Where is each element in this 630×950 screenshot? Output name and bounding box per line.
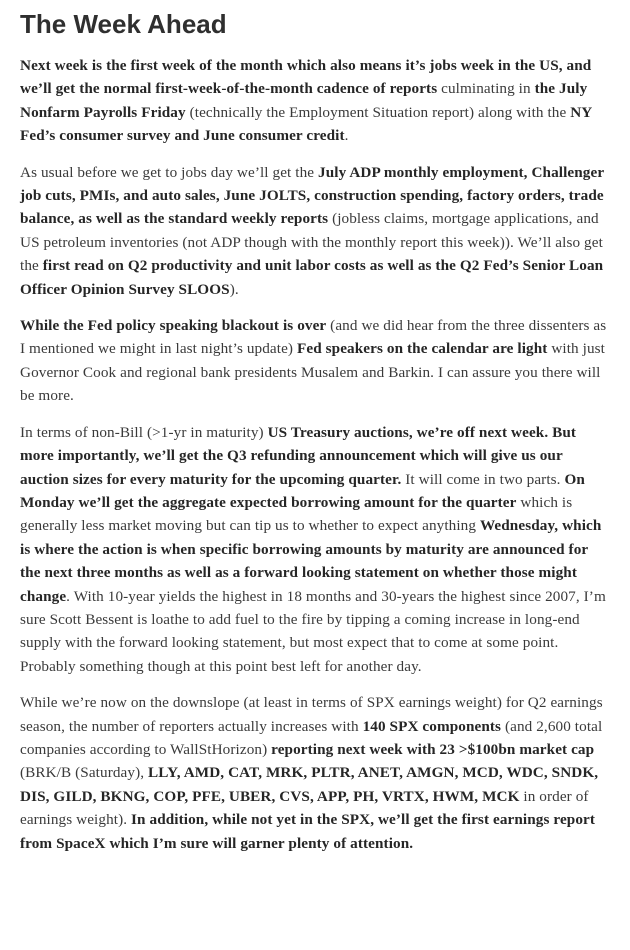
bold-text: first read on Q2 productivity and unit labor costs as well as the Q2 Fed’s Senior Loan Officer Opinion Survey SLOOS	[20, 257, 604, 298]
text: culminating in	[437, 80, 535, 98]
bold-text: 140 SPX components	[362, 717, 502, 735]
text: (BRK/B (Saturday),	[20, 764, 149, 782]
text: It will come in two parts.	[401, 470, 565, 488]
paragraph-3	[20, 314, 610, 408]
paragraph-2	[20, 161, 610, 301]
bold-text: US Treasury auctions, we’re off next week. But more importantly, we’ll get the Q3 refunding announcement which will give us our auction sizes for every maturity for the upcoming quarter.	[20, 423, 577, 488]
paragraph-5	[20, 691, 610, 855]
text: (technically the Employment Situation report) along with the	[185, 103, 571, 121]
bold-text: the July Nonfarm Payrolls Friday	[20, 80, 588, 121]
text: with just Governor Cook and regional bank presidents Musalem and Barkin. I can assure you there will be more.	[20, 340, 605, 405]
bold-text: Next week is the first week of the month which also means it’s jobs week in the US, and we’ll get the normal first-week-of-the-month cadence of reports	[20, 57, 592, 98]
paragraph-4	[20, 421, 610, 678]
bold-text: July ADP monthly employment, Challenger job cuts, PMIs, and auto sales, June JOLTS, construction spending, factory orders, trade balance, as well as the standard weekly reports	[20, 163, 604, 228]
text: .	[344, 127, 349, 145]
article	[20, 6, 610, 868]
bold-text: Fed speakers on the calendar are light	[296, 340, 548, 358]
text: in order of earnings weight).	[20, 787, 589, 829]
bold-text: In addition, while not yet in the SPX, we’ll get the first earnings report from SpaceX which I’m sure will garner plenty of attention.	[20, 811, 596, 852]
text: (jobless claims, mortgage applications, and US petroleum inventories (not ADP though with the monthly report this week)). We’ll also get the	[20, 210, 603, 275]
bold-text: NY Fed’s consumer survey and June consumer credit	[20, 103, 592, 145]
bold-text: LLY, AMD, CAT, MRK, PLTR, ANET, AMGN, MCD, WDC, SNDK, DIS, GILD, BKNG, COP, PFE, UBER, CVS, APP, PH, VRTX, HWM, MCK	[20, 764, 599, 805]
bold-text: reporting next week with 23 >$100bn market cap	[271, 740, 595, 758]
text: ).	[229, 280, 239, 298]
text: In terms of non-Bill (>1-yr in maturity)	[20, 423, 268, 441]
bold-text: Wednesday, which is where the action is when specific borrowing amounts by maturity are announced for the next three months as well as a forward looking statement on whether those might change	[20, 517, 602, 605]
text: As usual before we get to jobs day we’ll get the	[20, 163, 319, 181]
text: which is generally less market moving but can tip us to whether to expect anything	[20, 493, 573, 535]
bold-text: While the Fed policy speaking blackout is over	[20, 317, 327, 335]
article-body	[20, 54, 610, 855]
text: . With 10-year yields the highest in 18 months and 30-years the highest since 2007, I’m sure Scott Bessent is loathe to add fuel to the fire by tipping a coming increase in long-end supply with the forward looking statement, but most expect that to come at some point. Probably something though at this point best left for another day.	[20, 587, 606, 675]
paragraph-1	[20, 54, 610, 148]
text: (and 2,600 total companies according to WallStHorizon)	[20, 717, 603, 758]
text: (and we did hear from the three dissenters as I mentioned we might in last night’s update)	[20, 317, 607, 358]
article-title: The Week Ahead	[20, 9, 227, 39]
text: While we’re now on the downslope (at least in terms of SPX earnings weight) for Q2 earnings season, the number of reporters actually increases with	[20, 694, 603, 735]
bold-text: On Monday we’ll get the aggregate expected borrowing amount for the quarter	[20, 470, 585, 511]
